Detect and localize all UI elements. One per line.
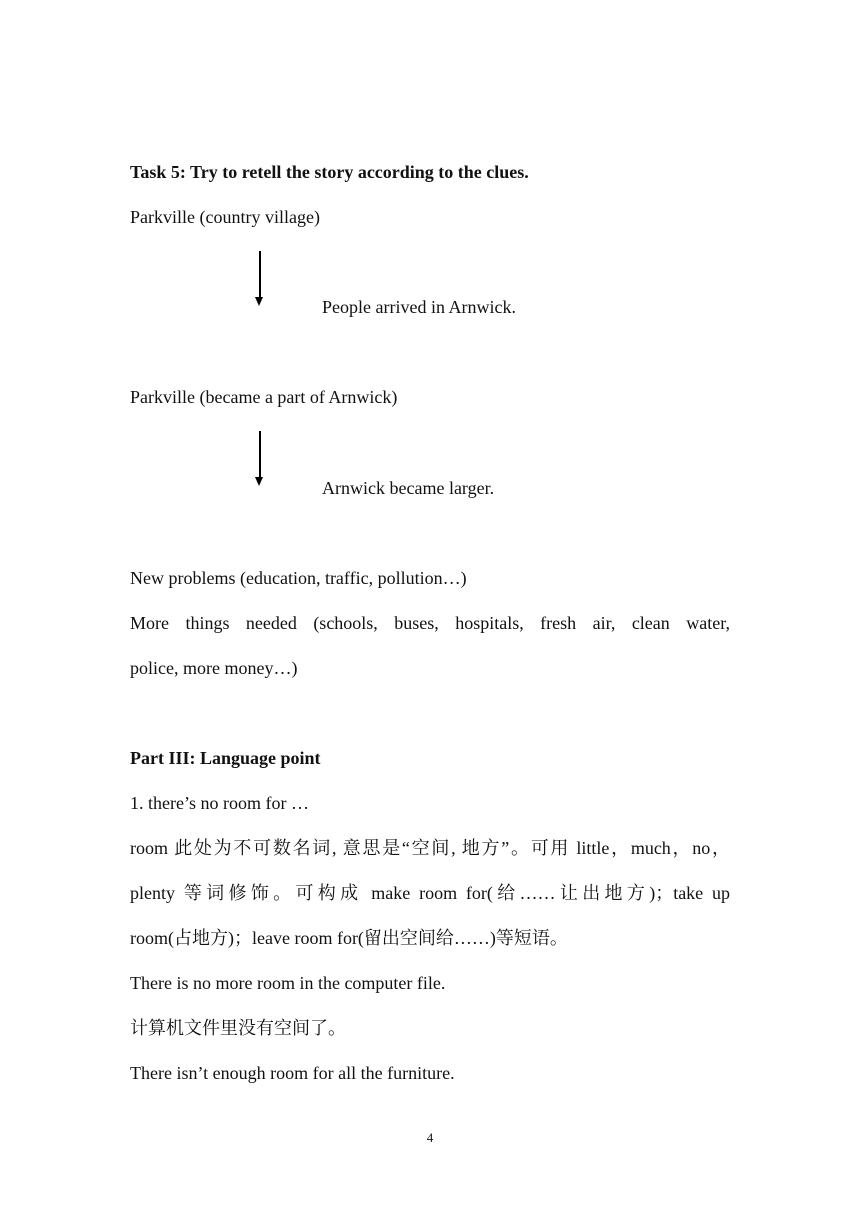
example2-english: There isn’t enough room for all the furniture. <box>130 1063 455 1083</box>
example1-english: There is no more room in the computer file. <box>130 973 446 993</box>
explanation-line-2: plenty 等词修饰。可构成 make room for(给……让出地方)；take up <box>130 883 730 903</box>
explanation-line-1: room 此处为不可数名词, 意思是“空间, 地方”。可用 little，much，no， <box>130 838 730 858</box>
point1-title: 1. there’s no room for … <box>130 793 309 813</box>
step2-note: Arnwick became larger. <box>322 478 495 498</box>
explanation-line-3: room(占地方)；leave room for(留出空间给……)等短语。 <box>130 928 568 948</box>
step1-text: Parkville (country village) <box>130 207 320 227</box>
problems-text: New problems (education, traffic, pollution…) <box>130 568 467 588</box>
part3-heading: Part III: Language point <box>130 748 321 768</box>
needed-line-2: police, more money…) <box>130 658 298 678</box>
task5-heading: Task 5: Try to retell the story according to the clues. <box>130 162 529 182</box>
page-number: 4 <box>426 1130 434 1145</box>
needed-line-1: More things needed (schools, buses, hospitals, fresh air, clean water, <box>130 613 730 633</box>
step1-note: People arrived in Arnwick. <box>322 297 516 317</box>
step2-text: Parkville (became a part of Arnwick) <box>130 387 398 407</box>
example1-chinese: 计算机文件里没有空间了。 <box>130 1018 346 1038</box>
